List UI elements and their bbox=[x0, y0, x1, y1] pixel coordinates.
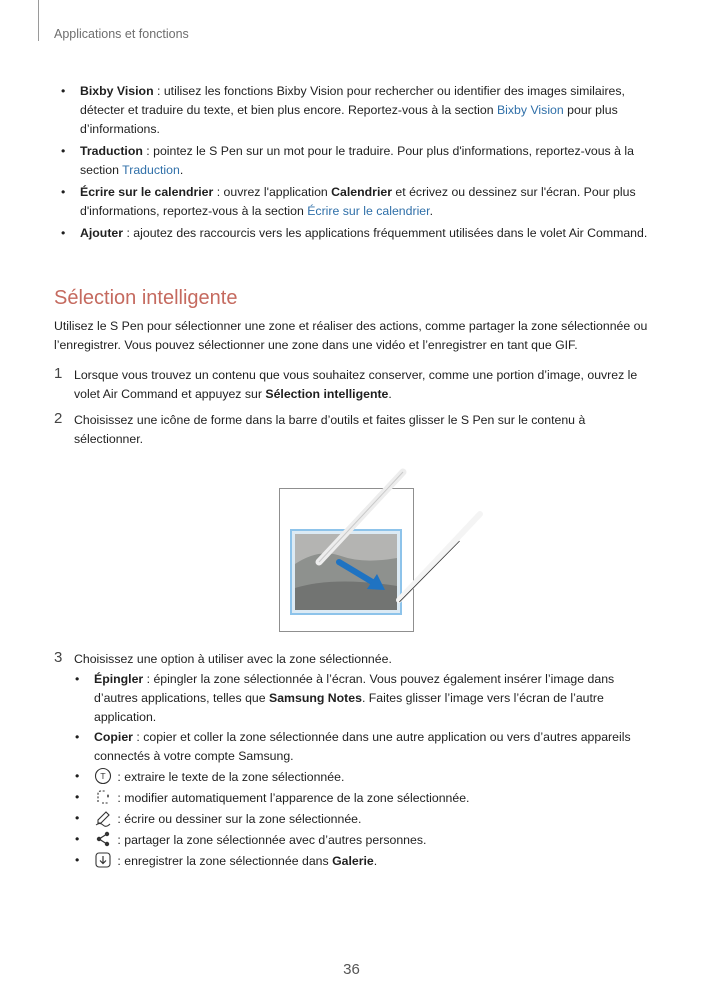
item-text: . bbox=[179, 163, 184, 177]
term-galerie: Galerie bbox=[332, 854, 374, 868]
intro-paragraph: Utilisez le S Pen pour sélectionner une zone et réaliser des actions, comme partager la zone sélectionnée ou l’enregistrer. Vous pouvez sélectionner une zone dans une vidéo et l’enregistrer en tant que GIF. bbox=[54, 319, 648, 352]
item-text: : ajoutez des raccourcis vers les applications fréquemment utilisées dans le volet Air Command. bbox=[123, 226, 648, 240]
item-text: . bbox=[373, 854, 378, 868]
item-text: . bbox=[429, 204, 433, 218]
running-header: Applications et fonctions bbox=[54, 27, 189, 41]
step-2 bbox=[54, 411, 651, 449]
step-number: 2 bbox=[54, 410, 63, 427]
term-copier: Copier bbox=[94, 730, 133, 744]
list-item bbox=[68, 788, 651, 808]
step-text: Choisissez une icône de forme dans la barre d’outils et faites glisser le S Pen sur le contenu à sélectionner. bbox=[74, 413, 586, 446]
item-text: : copier et coller la zone sélectionnée dans une autre application ou vers d’autres appareils connectés à votre compte Samsung. bbox=[94, 730, 631, 763]
link-ecrire-calendrier[interactable]: Écrire sur le calendrier bbox=[307, 204, 430, 218]
section-title: Sélection intelligente bbox=[54, 287, 238, 309]
item-text: : pointez le S Pen sur un mot pour le traduire. Pour plus d'informations, reportez-vous à la section bbox=[80, 144, 634, 177]
item-text: : ouvrez l'application bbox=[213, 185, 332, 199]
step-number: 1 bbox=[54, 365, 63, 382]
feature-list bbox=[54, 82, 651, 246]
svg-text:T: • T bbox=[100, 772, 106, 781]
item-text: . Faites glisser l’image vers l’écran de l’autre application. bbox=[94, 691, 604, 724]
step-text: . bbox=[388, 387, 392, 401]
smart-select-illustration bbox=[279, 464, 424, 632]
term-calendrier: Calendrier bbox=[331, 185, 392, 199]
item-text: : modifier automatiquement l’apparence de la zone sélectionnée. bbox=[114, 791, 470, 805]
step-3 bbox=[54, 650, 651, 669]
page-number: 36 bbox=[343, 961, 360, 978]
auto-select-icon bbox=[94, 788, 112, 806]
term-ajouter: Ajouter bbox=[80, 226, 124, 240]
list-item bbox=[68, 767, 651, 787]
term-traduction: Traduction bbox=[80, 144, 143, 158]
step-text: Lorsque vous trouvez un contenu que vous souhaitez conserver, comme une portion d’image, ouvrez le volet Air Command et appuyez sur bbox=[74, 368, 638, 401]
item-text: : partager la zone sélectionnée avec d’autres personnes. bbox=[114, 833, 427, 847]
item-text: : utilisez les fonctions Bixby Vision pour rechercher ou identifier des images similaires, détecter et traduire du texte, et bien plus encore. Reportez-vous à la section bbox=[80, 84, 625, 117]
list-item bbox=[68, 830, 651, 850]
term-epingler: Épingler bbox=[94, 672, 144, 686]
share-icon bbox=[94, 830, 112, 848]
item-text: : épingler la zone sélectionnée à l’écran. Vous pouvez également insérer l’image dans d’autres applications, telles que bbox=[94, 672, 615, 705]
list-item bbox=[68, 851, 651, 871]
term-selection-intelligente: Sélection intelligente bbox=[265, 387, 389, 401]
step-text: Choisissez une option à utiliser avec la zone sélectionnée. bbox=[74, 652, 392, 666]
options-list bbox=[68, 670, 651, 872]
draw-icon bbox=[94, 809, 112, 827]
link-traduction[interactable]: Traduction bbox=[122, 163, 180, 177]
term-ecrire-calendrier: Écrire sur le calendrier bbox=[80, 185, 214, 199]
list-item bbox=[68, 670, 651, 727]
item-text: pour plus d’informations. bbox=[80, 103, 618, 136]
list-item bbox=[54, 142, 651, 180]
item-text: : écrire ou dessiner sur la zone sélectionnée. bbox=[114, 812, 362, 826]
list-item bbox=[54, 183, 651, 221]
list-item bbox=[54, 224, 651, 243]
term-samsung-notes: Samsung Notes bbox=[269, 691, 362, 705]
list-item bbox=[54, 82, 651, 139]
item-text: et écrivez ou dessinez sur l'écran. Pour plus d'informations, reportez-vous à la section bbox=[80, 185, 636, 218]
save-icon bbox=[94, 851, 112, 869]
list-item bbox=[68, 809, 651, 829]
extract-text-icon bbox=[94, 767, 112, 785]
link-bixby-vision[interactable]: Bixby Vision bbox=[496, 103, 564, 117]
margin-rule bbox=[38, 0, 39, 41]
step-number: 3 bbox=[54, 649, 63, 666]
list-item bbox=[68, 728, 651, 766]
item-text: : extraire le texte de la zone sélectionnée. bbox=[114, 770, 345, 784]
item-text: : enregistrer la zone sélectionnée dans bbox=[114, 854, 333, 868]
term-bixby-vision: Bixby Vision bbox=[80, 84, 154, 98]
step-1 bbox=[54, 366, 651, 404]
